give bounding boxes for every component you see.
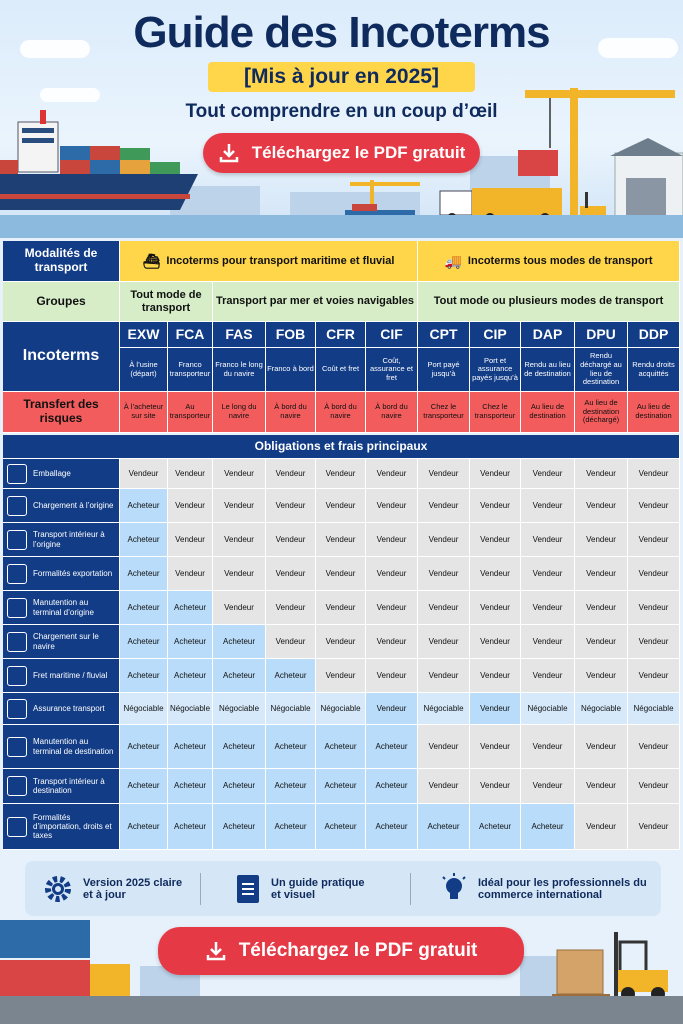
obligation-cell: Vendeur: [575, 725, 628, 769]
obligation-cell: Négociable: [628, 693, 680, 725]
passport-icon: [7, 564, 27, 584]
obligation-cell: Vendeur: [521, 769, 575, 804]
incoterm-code: CPT: [418, 322, 470, 348]
obligation-cell: Négociable: [266, 693, 316, 725]
sea: [0, 215, 683, 238]
truck-icon: [7, 496, 27, 516]
obligation-cell: Vendeur: [470, 459, 521, 489]
ship-icon: [7, 632, 27, 652]
obligation-cell: Vendeur: [470, 489, 521, 523]
obligation-cell: Vendeur: [470, 769, 521, 804]
obligation-cell: Vendeur: [470, 725, 521, 769]
obligation-cell: Vendeur: [470, 659, 521, 693]
obligation-cell: Vendeur: [521, 523, 575, 557]
obligation-cell: Vendeur: [213, 489, 266, 523]
ship-icon: ⛴: [142, 252, 161, 269]
row-label: [3, 693, 120, 725]
obligation-cell: Acheteur: [120, 804, 168, 850]
obligation-cell: Vendeur: [521, 459, 575, 489]
all-modes-header: [418, 241, 680, 282]
incoterm-code: DDP: [628, 322, 680, 348]
obligation-cell: Vendeur: [628, 769, 680, 804]
incoterm-description: Rendu droits acquittés: [628, 348, 680, 392]
incoterm-code: FAS: [213, 322, 266, 348]
obligation-cell: Acheteur: [213, 804, 266, 850]
feature-guide: Un guide pratique et visuel: [271, 876, 365, 901]
tagline: Tout comprendre en un coup d’œil: [185, 101, 498, 122]
row-label-text: Emballage: [33, 468, 71, 478]
obligation-cell: Acheteur: [168, 659, 213, 693]
obligation-cell: Acheteur: [120, 625, 168, 659]
row-label-text: Chargement à l’origine: [33, 500, 114, 510]
obligation-cell: Acheteur: [213, 769, 266, 804]
group-multi: Tout mode ou plusieurs modes de transport: [418, 282, 680, 322]
maritime-label: Incoterms pour transport maritime et fluvial: [166, 254, 395, 267]
feature-professionals: Idéal pour les professionnels du commerce international: [478, 876, 647, 901]
shield-icon: [7, 699, 27, 719]
incoterm-description: Franco le long du navire: [213, 348, 266, 392]
incoterms-label: Incoterms: [3, 322, 120, 392]
risk-transfer: À bord du navire: [366, 392, 418, 433]
incoterm-description: Franco transporteur: [168, 348, 213, 392]
obligation-cell: Vendeur: [521, 625, 575, 659]
obligation-cell: Vendeur: [213, 523, 266, 557]
obligation-cell: Vendeur: [418, 769, 470, 804]
risk-transfer: À l’acheteur sur site: [120, 392, 168, 433]
obligation-cell: Vendeur: [575, 591, 628, 625]
obligation-cell: Vendeur: [366, 523, 418, 557]
obligation-cell: Vendeur: [213, 591, 266, 625]
obligation-cell: Vendeur: [418, 625, 470, 659]
obligations-header: Obligations et frais principaux: [3, 435, 680, 459]
box-icon: [7, 464, 27, 484]
risk-transfer: Chez le transporteur: [470, 392, 521, 433]
obligation-cell: Vendeur: [213, 459, 266, 489]
risk-transfer: Au lieu de destination: [521, 392, 575, 433]
obligation-cell: Vendeur: [470, 591, 521, 625]
obligation-cell: Vendeur: [366, 557, 418, 591]
hero-banner: [0, 0, 683, 238]
obligation-cell: Vendeur: [316, 659, 366, 693]
incoterm-code: FOB: [266, 322, 316, 348]
obligation-cell: Acheteur: [168, 625, 213, 659]
obligation-cell: Vendeur: [575, 523, 628, 557]
truck-icon: [7, 776, 27, 796]
obligation-cell: Acheteur: [213, 625, 266, 659]
obligation-cell: Acheteur: [120, 489, 168, 523]
download-pdf-label: Téléchargez le PDF gratuit: [251, 143, 466, 162]
obligation-cell: Vendeur: [628, 725, 680, 769]
obligation-cell: Acheteur: [521, 804, 575, 850]
obligation-cell: Vendeur: [316, 557, 366, 591]
obligation-cell: Vendeur: [521, 659, 575, 693]
obligation-cell: Vendeur: [418, 523, 470, 557]
crane-icon: [7, 598, 27, 618]
incoterm-code: EXW: [120, 322, 168, 348]
group-sea: Transport par mer et voies navigables: [213, 282, 418, 322]
obligation-cell: Acheteur: [168, 769, 213, 804]
obligation-cell: Vendeur: [266, 557, 316, 591]
download-icon: [205, 940, 227, 962]
gear-icon: [43, 874, 73, 904]
ship-illustration: [0, 110, 205, 228]
obligation-cell: Acheteur: [266, 804, 316, 850]
obligation-cell: Acheteur: [266, 659, 316, 693]
incoterm-description: Rendu au lieu de destination: [521, 348, 575, 392]
obligation-cell: Vendeur: [521, 591, 575, 625]
obligation-cell: Vendeur: [418, 725, 470, 769]
obligation-cell: Vendeur: [266, 591, 316, 625]
obligation-cell: Négociable: [521, 693, 575, 725]
all-modes-label: Incoterms tous modes de transport: [467, 254, 653, 267]
obligation-cell: Acheteur: [266, 725, 316, 769]
row-label: [3, 659, 120, 693]
row-label: [3, 523, 120, 557]
obligation-cell: Négociable: [213, 693, 266, 725]
incoterm-description: À l’usine (départ): [120, 348, 168, 392]
row-label: [3, 725, 120, 769]
terminal-icon: [7, 737, 27, 757]
obligation-cell: Acheteur: [168, 591, 213, 625]
obligation-cell: Vendeur: [628, 557, 680, 591]
obligation-cell: Vendeur: [168, 489, 213, 523]
incoterms-table: [3, 241, 680, 855]
groupes-label: Groupes: [3, 282, 120, 322]
obligation-cell: Vendeur: [628, 591, 680, 625]
obligation-cell: Vendeur: [575, 459, 628, 489]
risk-transfer: À bord du navire: [266, 392, 316, 433]
obligation-cell: Acheteur: [266, 769, 316, 804]
obligation-cell: Vendeur: [266, 489, 316, 523]
row-label: [3, 489, 120, 523]
row-label-text: Chargement sur le navire: [33, 632, 99, 651]
row-label-text: Formalités d’importation, droits et taxes: [33, 812, 112, 841]
incoterm-code: DAP: [521, 322, 575, 348]
road: [0, 996, 683, 1024]
obligation-cell: Vendeur: [628, 523, 680, 557]
incoterm-description: Coût et fret: [316, 348, 366, 392]
obligation-cell: Vendeur: [213, 557, 266, 591]
obligation-cell: Vendeur: [575, 769, 628, 804]
obligation-cell: Acheteur: [213, 659, 266, 693]
obligation-cell: Négociable: [575, 693, 628, 725]
incoterm-description: Franco à bord: [266, 348, 316, 392]
obligation-cell: Vendeur: [418, 557, 470, 591]
obligation-cell: Acheteur: [418, 804, 470, 850]
obligation-cell: Vendeur: [366, 659, 418, 693]
download-icon: [218, 142, 240, 164]
ship-icon: [7, 666, 27, 686]
group-any: Tout mode de transport: [120, 282, 213, 322]
obligation-cell: Vendeur: [366, 625, 418, 659]
obligation-cell: Acheteur: [316, 769, 366, 804]
row-label-text: Transport intérieur à destination: [33, 776, 105, 795]
risk-transfer: Au transporteur: [168, 392, 213, 433]
obligation-cell: Vendeur: [418, 591, 470, 625]
obligation-cell: Acheteur: [316, 725, 366, 769]
obligation-cell: Négociable: [418, 693, 470, 725]
row-label-text: Transport intérieur à l’origine: [33, 530, 105, 549]
row-label: [3, 591, 120, 625]
forklift-illustration: [552, 930, 672, 1002]
obligation-cell: Acheteur: [168, 804, 213, 850]
risk-transfer: Au lieu de destination (déchargé): [575, 392, 628, 433]
obligation-cell: Vendeur: [628, 804, 680, 850]
obligation-cell: Acheteur: [168, 725, 213, 769]
incoterm-description: Port payé jusqu’à: [418, 348, 470, 392]
download-pdf-label: Téléchargez le PDF gratuit: [238, 940, 478, 961]
incoterm-description: Port et assurance payés jusqu’à: [470, 348, 521, 392]
features-bar: [25, 861, 661, 916]
document-icon: [7, 817, 27, 837]
obligation-cell: Vendeur: [521, 557, 575, 591]
document-icon: [235, 874, 261, 904]
obligation-cell: Vendeur: [316, 459, 366, 489]
modalites-label: Modalités de transport: [3, 241, 120, 282]
obligation-cell: Vendeur: [470, 557, 521, 591]
document-icon: [7, 530, 27, 550]
obligation-cell: Vendeur: [575, 625, 628, 659]
incoterm-code: FCA: [168, 322, 213, 348]
risk-label: Transfert des risques: [3, 392, 120, 433]
obligation-cell: Acheteur: [366, 804, 418, 850]
obligation-cell: Vendeur: [120, 459, 168, 489]
row-label-text: Fret maritime / fluvial: [33, 670, 108, 680]
obligation-cell: Acheteur: [120, 591, 168, 625]
obligation-cell: Vendeur: [316, 591, 366, 625]
row-label: [3, 557, 120, 591]
page-title: Guide des Incoterms: [133, 8, 550, 57]
truck-icon: 🚚: [444, 252, 462, 269]
row-label: [3, 804, 120, 850]
obligation-cell: Vendeur: [628, 625, 680, 659]
obligation-cell: Acheteur: [366, 769, 418, 804]
obligation-cell: Négociable: [168, 693, 213, 725]
obligation-cell: Vendeur: [418, 459, 470, 489]
obligation-cell: Acheteur: [470, 804, 521, 850]
incoterm-description: Coût, assurance et fret: [366, 348, 418, 392]
obligation-cell: Vendeur: [575, 804, 628, 850]
obligation-cell: Vendeur: [266, 625, 316, 659]
incoterm-code: CIP: [470, 322, 521, 348]
maritime-header: [120, 241, 418, 282]
obligation-cell: Acheteur: [316, 804, 366, 850]
obligation-cell: Vendeur: [418, 489, 470, 523]
obligation-cell: Vendeur: [575, 489, 628, 523]
obligation-cell: Acheteur: [120, 769, 168, 804]
obligation-cell: Acheteur: [213, 725, 266, 769]
obligation-cell: Vendeur: [470, 625, 521, 659]
obligation-cell: Vendeur: [628, 459, 680, 489]
obligation-cell: Vendeur: [168, 459, 213, 489]
obligation-cell: Vendeur: [575, 659, 628, 693]
obligation-cell: Vendeur: [366, 693, 418, 725]
incoterm-code: CFR: [316, 322, 366, 348]
incoterm-description: Rendu déchargé au lieu de destination: [575, 348, 628, 392]
obligation-cell: Vendeur: [521, 489, 575, 523]
row-label-text: Assurance transport: [33, 703, 105, 713]
obligation-cell: Vendeur: [168, 557, 213, 591]
obligation-cell: Négociable: [120, 693, 168, 725]
obligation-cell: Vendeur: [316, 625, 366, 659]
row-label-text: Manutention au terminal de destination: [33, 737, 114, 756]
obligation-cell: Vendeur: [266, 459, 316, 489]
incoterm-code: DPU: [575, 322, 628, 348]
risk-transfer: À bord du navire: [316, 392, 366, 433]
obligation-cell: Acheteur: [120, 725, 168, 769]
obligation-cell: Vendeur: [366, 489, 418, 523]
feature-version: Version 2025 claire et à jour: [83, 876, 183, 901]
incoterm-code: CIF: [366, 322, 418, 348]
obligation-cell: Vendeur: [628, 659, 680, 693]
obligation-cell: Vendeur: [316, 523, 366, 557]
obligation-cell: Vendeur: [168, 523, 213, 557]
obligation-cell: Acheteur: [120, 523, 168, 557]
obligation-cell: Vendeur: [266, 523, 316, 557]
obligation-cell: Vendeur: [366, 459, 418, 489]
row-label: [3, 625, 120, 659]
row-label-text: Manutention au terminal d’origine: [33, 598, 94, 617]
download-pdf-button-bottom[interactable]: [158, 927, 524, 975]
obligation-cell: Vendeur: [521, 725, 575, 769]
lightbulb-icon: [440, 873, 468, 905]
risk-transfer: Le long du navire: [213, 392, 266, 433]
obligation-cell: Vendeur: [366, 591, 418, 625]
update-badge: [Mis à jour en 2025]: [208, 62, 475, 92]
row-label: [3, 769, 120, 804]
obligation-cell: Vendeur: [418, 659, 470, 693]
obligation-cell: Acheteur: [120, 659, 168, 693]
containers-illustration: [0, 920, 135, 1000]
risk-transfer: Chez le transporteur: [418, 392, 470, 433]
obligation-cell: Vendeur: [628, 489, 680, 523]
row-label-text: Formalités exportation: [33, 568, 113, 578]
obligation-cell: Vendeur: [470, 693, 521, 725]
download-pdf-button[interactable]: [203, 133, 480, 173]
obligation-cell: Négociable: [316, 693, 366, 725]
obligation-cell: Vendeur: [575, 557, 628, 591]
obligation-cell: Acheteur: [120, 557, 168, 591]
risk-transfer: Au lieu de destination: [628, 392, 680, 433]
obligation-cell: Vendeur: [316, 489, 366, 523]
obligation-cell: Vendeur: [470, 523, 521, 557]
row-label: [3, 459, 120, 489]
obligation-cell: Acheteur: [366, 725, 418, 769]
